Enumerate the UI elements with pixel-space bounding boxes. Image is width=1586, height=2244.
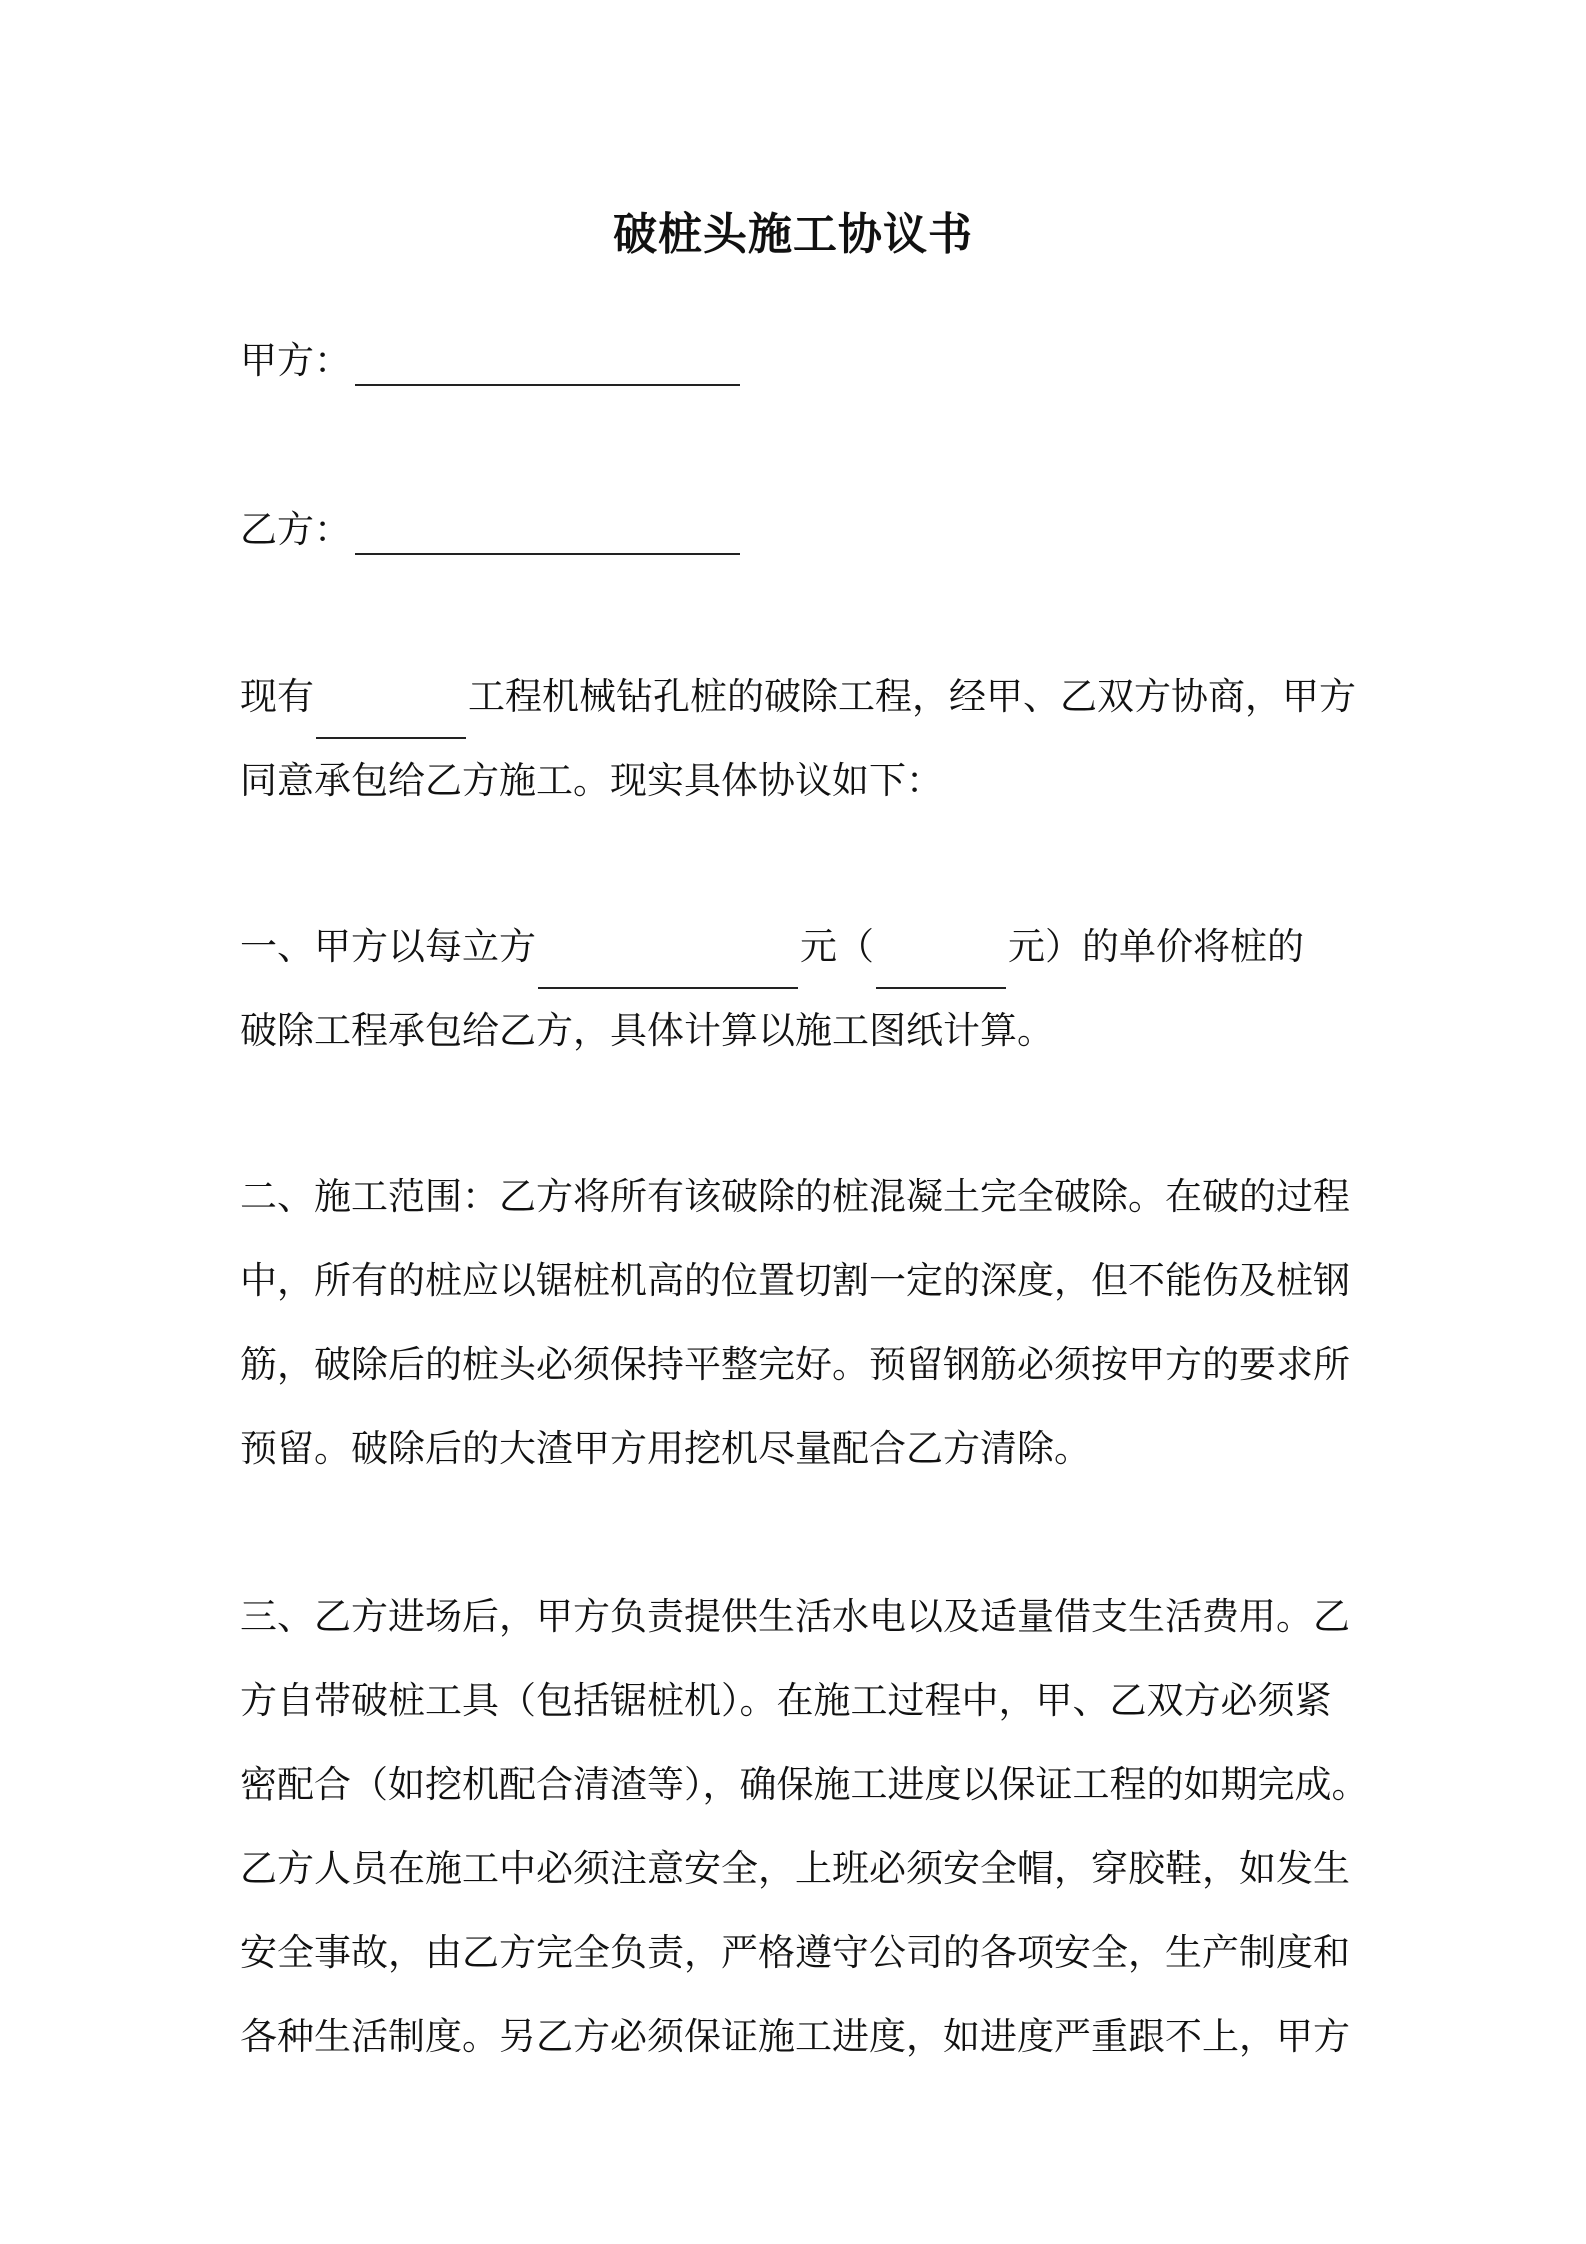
document-title: 破桩头施工协议书 xyxy=(613,209,973,260)
intro-prefix: 现有 xyxy=(240,675,314,718)
clause-one xyxy=(240,905,1360,1073)
clause-one-line-1 xyxy=(240,905,1360,989)
unit-price-blank xyxy=(538,949,798,989)
clause-two xyxy=(240,1155,1360,1491)
intro-line-2: 同意承包给乙方施工。现实具体协议如下： xyxy=(240,759,943,802)
clause-one-mid-2: 元）的单价将桩的 xyxy=(1008,925,1304,968)
clause-two-line: 筋，破除后的桩头必须保持平整完好。预留钢筋必须按甲方的要求所 xyxy=(240,1343,1350,1386)
clause-one-line-2: 破除工程承包给乙方，具体计算以施工图纸计算。 xyxy=(240,1009,1054,1052)
clause-one-prefix: 一、甲方以每立方 xyxy=(240,925,536,968)
clause-three-line: 方自带破桩工具（包括锯桩机）。在施工过程中，甲、乙双方必须紧 xyxy=(240,1679,1332,1722)
party-b-row xyxy=(240,505,742,555)
party-b-blank xyxy=(355,515,740,555)
clause-three-line: 密配合（如挖机配合清渣等），确保施工进度以保证工程的如期完成。 xyxy=(240,1763,1369,1806)
clause-two-line: 二、施工范围：乙方将所有该破除的桩混凝土完全破除。在破的过程 xyxy=(240,1175,1350,1218)
party-a-blank xyxy=(355,346,740,386)
clause-three-line: 安全事故，由乙方完全负责，严格遵守公司的各项安全，生产制度和 xyxy=(240,1931,1350,1974)
clause-three-line: 乙方人员在施工中必须注意安全，上班必须安全帽，穿胶鞋，如发生 xyxy=(240,1847,1350,1890)
party-a-row xyxy=(240,336,742,386)
intro-line-1 xyxy=(240,655,1360,739)
clause-two-line: 中，所有的桩应以锯桩机高的位置切割一定的深度，但不能伤及桩钢 xyxy=(240,1259,1350,1302)
intro-suffix: 工程机械钻孔桩的破除工程，经甲、乙双方协商，甲方 xyxy=(468,675,1356,718)
clause-one-mid-1: 元（ xyxy=(800,925,874,968)
party-b-label: 乙方： xyxy=(240,508,351,551)
project-name-blank xyxy=(316,699,466,739)
clause-three-line: 三、乙方进场后，甲方负责提供生活水电以及适量借支生活费用。乙 xyxy=(240,1595,1350,1638)
clause-three xyxy=(240,1575,1369,2079)
party-a-label: 甲方： xyxy=(240,339,351,382)
clause-two-line: 预留。破除后的大渣甲方用挖机尽量配合乙方清除。 xyxy=(240,1427,1091,1470)
unit-price-words-blank xyxy=(876,949,1006,989)
clause-three-line: 各种生活制度。另乙方必须保证施工进度，如进度严重跟不上，甲方 xyxy=(240,2015,1350,2058)
intro-paragraph xyxy=(240,655,1360,823)
